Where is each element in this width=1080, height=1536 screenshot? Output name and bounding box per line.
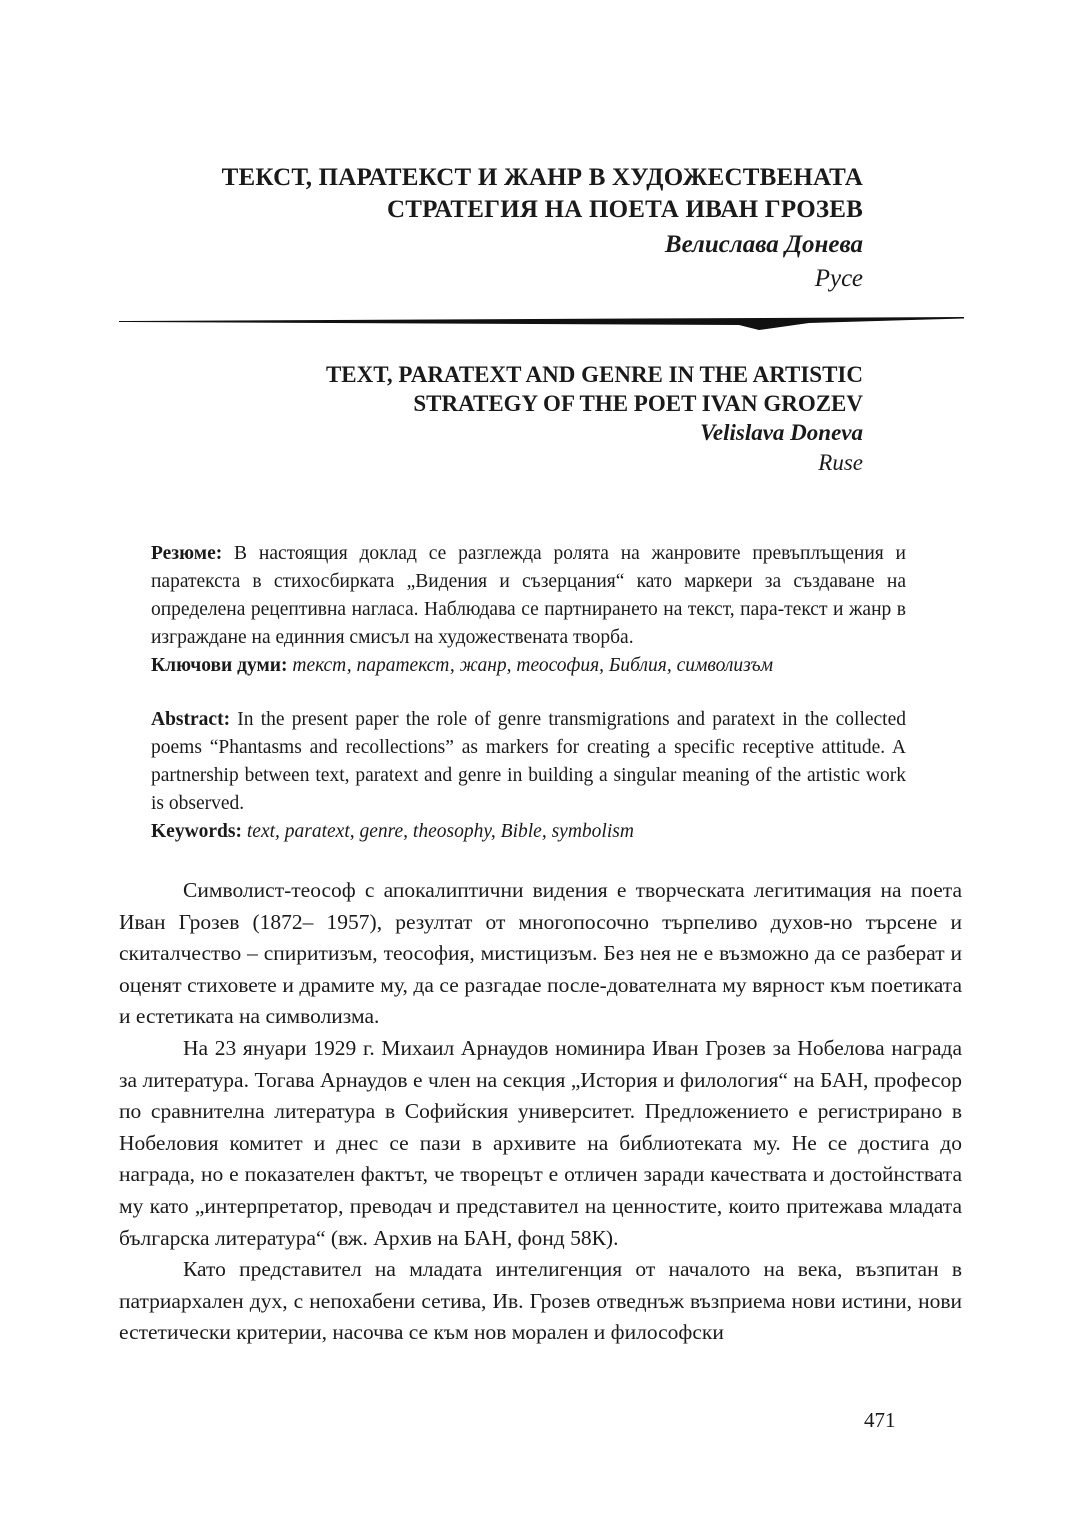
en-keywords (151, 818, 906, 846)
english-title-block (103, 360, 863, 478)
divider-wedge (119, 317, 964, 330)
body-text (119, 875, 962, 1349)
bulgarian-abstract (151, 540, 906, 680)
bg-keywords (151, 652, 906, 680)
en-title-line-2: STRATEGY OF THE POET IVAN GROZEV (413, 391, 863, 416)
bg-keywords-label: Ключови думи: (151, 655, 288, 676)
bg-author: Велислава Донева (664, 231, 863, 258)
bg-title-line-2: СТРАТЕГИЯ НА ПОЕТА ИВАН ГРОЗЕВ (386, 196, 863, 223)
en-keywords-label: Keywords: (151, 821, 242, 842)
bg-city: Русе (814, 265, 863, 292)
resume-text: В настоящия доклад се разглежда ролята на жанровите превъплъщения и паратекста в стихосбирката „Видения и съзерцания“ като маркери за създаване на определена рецептивна нагласа. Наблюдава се партнирането на текст, пара-текст и жанр в изграждане на единния смисъл на художествената творба. (151, 543, 906, 648)
resume-paragraph (151, 540, 906, 652)
page-number: 471 (864, 1408, 896, 1432)
body-paragraph-1: Символист-теософ с апокалиптични видения е творческата легитимация на поета Иван Грозев (1872– 1957), резултат от многопосочно търпеливо духов-но търсене и скиталчество – спиритизъм, теософия, мистицизъм. Без нея не е възможно да се разберат и оценят стиховете и драмите му, да се разгадае после-дователната му вярност към поетиката и естетиката на символизма. (119, 878, 962, 1029)
bg-keywords-text: текст, паратекст, жанр, теософия, Библия, символизъм (287, 655, 774, 676)
resume-label: Резюме: (151, 543, 223, 564)
body-paragraph-2: На 23 януари 1929 г. Михаил Арнаудов номинира Иван Грозев за Нобелова награда за литература. Тогава Арнаудов е член на секция „История и филология“ на БАН, професор по сравнителна литература в Софийския университет. Предложението е регистрирано в Нобеловия комитет и днес се пази в архивите на библиотеката му. Не се достига до награда, но е показателен фактът, че творецът е отличен заради качествата и достойнствата му като „интерпретатор, преводач и представител на ценностите, които притежава младата българска литература“ (вж. Архив на БАН, фонд 58К). (119, 1035, 962, 1250)
en-keywords-text: text, paratext, genre, theosophy, Bible, symbolism (242, 821, 634, 842)
bulgarian-title-block (103, 162, 863, 296)
bg-title-line-1: ТЕКСТ, ПАРАТЕКСТ И ЖАНР В ХУДОЖЕСТВЕНАТА (221, 164, 863, 191)
en-title-line-1: TEXT, PARATEXT AND GENRE IN THE ARTISTIC (325, 362, 863, 387)
abstract-paragraph (151, 706, 906, 818)
abstract-text: In the present paper the role of genre transmigrations and paratext in the collected poems “Phantasms and recollections” as markers for creating a specific receptive attitude. A partnership between text, paratext and genre in building a singular meaning of the artistic work is observed. (151, 709, 906, 814)
english-abstract (151, 706, 906, 846)
en-city: Ruse (818, 450, 863, 475)
abstract-label: Abstract: (151, 709, 231, 730)
title-divider (119, 310, 964, 334)
en-author: Velislava Doneva (700, 420, 863, 445)
body-paragraph-3: Като представител на младата интелигенция от началото на века, възпитан в патриархален дух, с непохабени сетива, Ив. Грозев отведнъж възприема нови истини, нови естетически критерии, насочва се към нов морален и философски (119, 1257, 962, 1345)
